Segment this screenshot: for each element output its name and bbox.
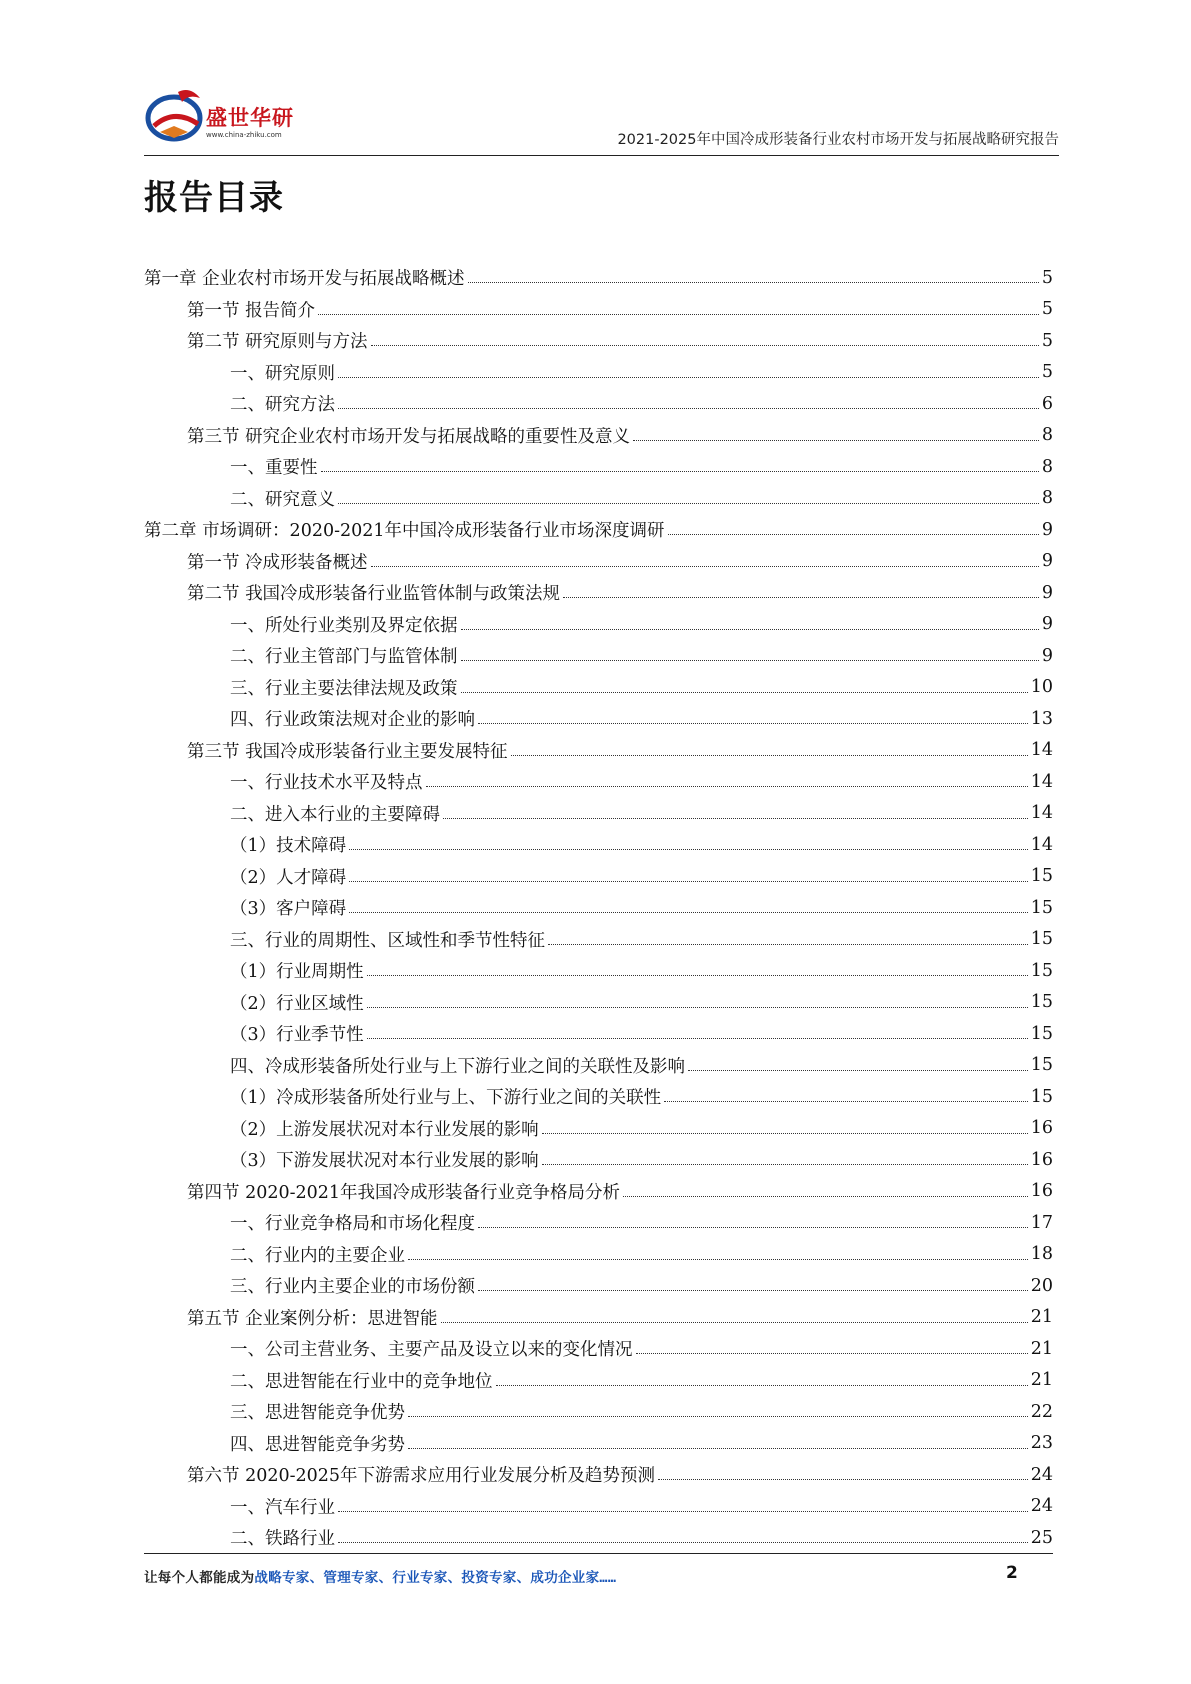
toc-entry-page: 21 — [1030, 1338, 1053, 1359]
toc-entry[interactable] — [144, 703, 1053, 735]
toc-entry[interactable] — [144, 1396, 1053, 1428]
dot-leader — [321, 471, 1039, 472]
toc-entry-title: （3）行业季节性 — [230, 1025, 364, 1046]
toc-entry-title: 二、研究意义 — [230, 489, 335, 510]
toc-entry-title: （3）下游发展状况对本行业发展的影响 — [230, 1151, 539, 1172]
slogan-prefix: 让每个人都能成为 — [144, 1570, 255, 1586]
toc-entry-title: 三、行业的周期性、区域性和季节性特征 — [230, 930, 545, 951]
toc-entry[interactable] — [144, 357, 1053, 389]
toc-entry-title: 二、思进智能在行业中的竞争地位 — [230, 1371, 493, 1392]
toc-entry-title: 三、行业主要法律法规及政策 — [230, 678, 458, 699]
toc-entry[interactable] — [144, 294, 1053, 326]
toc-entry-page: 5 — [1041, 362, 1053, 383]
dot-leader — [496, 1385, 1028, 1386]
dot-leader — [664, 1101, 1028, 1102]
slogan-highlight: 战略专家、管理专家、行业专家、投资专家、成功企业家…… — [254, 1570, 617, 1586]
toc-entry-page: 15 — [1030, 1086, 1053, 1107]
toc-entry-title: 一、研究原则 — [230, 363, 335, 384]
toc-entry-page: 14 — [1030, 771, 1053, 792]
toc-entry-page: 9 — [1041, 582, 1053, 603]
dot-leader — [338, 503, 1039, 504]
toc-entry-page: 5 — [1041, 330, 1053, 351]
toc-entry[interactable] — [144, 1113, 1053, 1145]
toc-entry[interactable] — [144, 766, 1053, 798]
dot-leader — [658, 1479, 1028, 1480]
toc-entry[interactable] — [144, 829, 1053, 861]
toc-entry-title: 第三节 研究企业农村市场开发与拓展战略的重要性及意义 — [187, 426, 631, 447]
toc-entry-page: 20 — [1030, 1275, 1053, 1296]
toc-entry-page: 16 — [1030, 1118, 1053, 1139]
toc-entry-page: 18 — [1030, 1244, 1053, 1265]
toc-entry-page: 15 — [1030, 897, 1053, 918]
toc-entry[interactable] — [144, 955, 1053, 987]
toc-entry-page: 9 — [1041, 551, 1053, 572]
toc-entry-page: 22 — [1030, 1401, 1053, 1422]
toc-entry-page: 5 — [1041, 267, 1053, 288]
toc-entry-page: 13 — [1030, 708, 1053, 729]
toc-entry[interactable] — [144, 420, 1053, 452]
toc-entry-page: 21 — [1030, 1307, 1053, 1328]
dot-leader — [338, 377, 1039, 378]
toc-entry-page: 25 — [1030, 1527, 1053, 1548]
report-title: 2021-2025年中国冷成形装备行业农村市场开发与拓展战略研究报告 — [617, 132, 1059, 148]
dot-leader — [468, 282, 1039, 283]
toc-entry[interactable] — [144, 514, 1053, 546]
toc-entry[interactable] — [144, 1333, 1053, 1365]
dot-leader — [408, 1416, 1028, 1417]
toc-entry-title: 一、重要性 — [230, 458, 318, 479]
logo-url: www.china-zhiku.com — [206, 131, 282, 139]
dot-leader — [349, 881, 1028, 882]
toc-entry[interactable] — [144, 262, 1053, 294]
dot-leader — [426, 786, 1028, 787]
dot-leader — [636, 1353, 1028, 1354]
toc-entry[interactable] — [144, 1428, 1053, 1460]
toc-entry-page: 8 — [1041, 488, 1053, 509]
toc-entry-title: 四、行业政策法规对企业的影响 — [230, 710, 475, 731]
toc-entry[interactable] — [144, 577, 1053, 609]
toc-entry-page: 5 — [1041, 299, 1053, 320]
toc-entry[interactable] — [144, 1018, 1053, 1050]
toc-entry[interactable] — [144, 1081, 1053, 1113]
toc-entry[interactable] — [144, 1270, 1053, 1302]
toc-entry-page: 23 — [1030, 1433, 1053, 1454]
toc-entry-page: 14 — [1030, 740, 1053, 761]
dot-leader — [478, 723, 1028, 724]
toc-entry-title: 二、行业内的主要企业 — [230, 1245, 405, 1266]
toc-entry-page: 15 — [1030, 929, 1053, 950]
toc-entry-title: 第二节 研究原则与方法 — [187, 332, 368, 353]
toc-entry-title: 三、行业内主要企业的市场份额 — [230, 1277, 475, 1298]
dot-leader — [338, 1542, 1028, 1543]
toc-entry-page: 9 — [1041, 645, 1053, 666]
company-logo — [144, 86, 314, 146]
toc-entry[interactable] — [144, 1176, 1053, 1208]
toc-entry-page: 8 — [1041, 425, 1053, 446]
toc-entry-title: 第二章 市场调研：2020-2021年中国冷成形装备行业市场深度调研 — [144, 521, 665, 542]
footer-slogan — [144, 1566, 616, 1586]
toc-entry-title: 第五节 企业案例分析：思进智能 — [187, 1308, 438, 1329]
table-of-contents — [144, 262, 1053, 1554]
dot-leader — [441, 1322, 1028, 1323]
toc-entry[interactable] — [144, 987, 1053, 1019]
toc-entry[interactable] — [144, 1144, 1053, 1176]
dot-leader — [461, 629, 1039, 630]
toc-entry-page: 14 — [1030, 803, 1053, 824]
dot-leader — [338, 408, 1039, 409]
toc-entry-page: 24 — [1030, 1496, 1053, 1517]
dot-leader — [349, 849, 1028, 850]
toc-entry-title: 一、公司主营业务、主要产品及设立以来的变化情况 — [230, 1340, 633, 1361]
toc-entry-title: （3）客户障碍 — [230, 899, 347, 920]
toc-entry[interactable] — [144, 892, 1053, 924]
dot-leader — [338, 1511, 1028, 1512]
toc-entry-title: （2）行业区域性 — [230, 993, 364, 1014]
toc-entry[interactable] — [144, 924, 1053, 956]
toc-entry-page: 14 — [1030, 834, 1053, 855]
toc-entry-page: 16 — [1030, 1149, 1053, 1170]
logo-mark-icon — [144, 86, 208, 144]
footer-divider — [144, 1553, 1053, 1554]
toc-entry-title: 第四节 2020-2021年我国冷成形装备行业竞争格局分析 — [187, 1182, 621, 1203]
dot-leader — [511, 755, 1028, 756]
toc-entry-title: （1）冷成形装备所处行业与上、下游行业之间的关联性 — [230, 1088, 662, 1109]
dot-leader — [408, 1259, 1028, 1260]
toc-entry-title: 第二节 我国冷成形装备行业监管体制与政策法规 — [187, 584, 561, 605]
header-divider — [144, 155, 1059, 156]
toc-entry-page: 24 — [1030, 1464, 1053, 1485]
toc-entry-title: 二、行业主管部门与监管体制 — [230, 647, 458, 668]
dot-leader — [367, 1038, 1028, 1039]
toc-entry-title: （2）上游发展状况对本行业发展的影响 — [230, 1119, 539, 1140]
toc-entry-title: 一、行业技术水平及特点 — [230, 773, 423, 794]
dot-leader — [668, 534, 1039, 535]
toc-entry[interactable] — [144, 483, 1053, 515]
toc-entry-page: 15 — [1030, 1055, 1053, 1076]
logo-text: 盛世华研 — [206, 106, 294, 130]
toc-entry-page: 15 — [1030, 1023, 1053, 1044]
dot-leader — [367, 1007, 1028, 1008]
toc-entry-page: 6 — [1041, 393, 1053, 414]
dot-leader — [461, 660, 1039, 661]
toc-entry-page: 21 — [1030, 1370, 1053, 1391]
toc-entry[interactable] — [144, 609, 1053, 641]
toc-entry-title: 第三节 我国冷成形装备行业主要发展特征 — [187, 741, 508, 762]
toc-entry-title: 二、铁路行业 — [230, 1529, 335, 1550]
page-number: 2 — [1006, 1563, 1018, 1583]
toc-entry[interactable] — [144, 672, 1053, 704]
toc-entry-title: 一、汽车行业 — [230, 1497, 335, 1518]
toc-entry[interactable] — [144, 735, 1053, 767]
dot-leader — [367, 975, 1028, 976]
dot-leader — [461, 692, 1028, 693]
toc-entry[interactable] — [144, 1302, 1053, 1334]
dot-leader — [318, 314, 1039, 315]
toc-entry-title: 二、进入本行业的主要障碍 — [230, 804, 440, 825]
dot-leader — [563, 597, 1039, 598]
toc-entry-title: 第一章 企业农村市场开发与拓展战略概述 — [144, 269, 465, 290]
toc-entry[interactable] — [144, 1207, 1053, 1239]
toc-entry[interactable] — [144, 388, 1053, 420]
toc-entry-title: （1）行业周期性 — [230, 962, 364, 983]
toc-entry[interactable] — [144, 1050, 1053, 1082]
toc-entry-title: 四、思进智能竞争劣势 — [230, 1434, 405, 1455]
toc-entry[interactable] — [144, 1491, 1053, 1523]
page-header — [144, 86, 1059, 158]
toc-entry[interactable] — [144, 1522, 1053, 1554]
toc-entry[interactable] — [144, 1365, 1053, 1397]
toc-entry[interactable] — [144, 798, 1053, 830]
toc-entry[interactable] — [144, 546, 1053, 578]
dot-leader — [443, 818, 1028, 819]
toc-entry[interactable] — [144, 325, 1053, 357]
toc-entry-page: 15 — [1030, 992, 1053, 1013]
page-title: 报告目录 — [144, 178, 284, 218]
toc-entry-page: 9 — [1041, 519, 1053, 540]
dot-leader — [371, 345, 1039, 346]
dot-leader — [478, 1290, 1028, 1291]
dot-leader — [349, 912, 1028, 913]
toc-entry-title: （2）人才障碍 — [230, 867, 347, 888]
dot-leader — [633, 440, 1039, 441]
toc-entry-title: 第一节 报告简介 — [187, 300, 316, 321]
toc-entry-title: 第一节 冷成形装备概述 — [187, 552, 368, 573]
dot-leader — [688, 1070, 1028, 1071]
toc-entry-page: 10 — [1030, 677, 1053, 698]
toc-entry-title: 四、冷成形装备所处行业与上下游行业之间的关联性及影响 — [230, 1056, 685, 1077]
toc-entry-title: 一、行业竞争格局和市场化程度 — [230, 1214, 475, 1235]
dot-leader — [542, 1164, 1028, 1165]
dot-leader — [548, 944, 1028, 945]
toc-entry[interactable] — [144, 451, 1053, 483]
toc-entry[interactable] — [144, 640, 1053, 672]
toc-entry-page: 8 — [1041, 456, 1053, 477]
toc-entry-title: （1）技术障碍 — [230, 836, 347, 857]
toc-entry[interactable] — [144, 1239, 1053, 1271]
toc-entry-title: 一、所处行业类别及界定依据 — [230, 615, 458, 636]
toc-entry-page: 15 — [1030, 960, 1053, 981]
toc-entry-page: 16 — [1030, 1181, 1053, 1202]
toc-entry-page: 9 — [1041, 614, 1053, 635]
toc-entry[interactable] — [144, 861, 1053, 893]
dot-leader — [623, 1196, 1028, 1197]
dot-leader — [408, 1448, 1028, 1449]
dot-leader — [478, 1227, 1028, 1228]
dot-leader — [542, 1133, 1028, 1134]
toc-entry-title: 三、思进智能竞争优势 — [230, 1403, 405, 1424]
toc-entry-page: 15 — [1030, 866, 1053, 887]
toc-entry-title: 第六节 2020-2025年下游需求应用行业发展分析及趋势预测 — [187, 1466, 656, 1487]
dot-leader — [371, 566, 1039, 567]
toc-entry-page: 17 — [1030, 1212, 1053, 1233]
toc-entry-title: 二、研究方法 — [230, 395, 335, 416]
toc-entry[interactable] — [144, 1459, 1053, 1491]
